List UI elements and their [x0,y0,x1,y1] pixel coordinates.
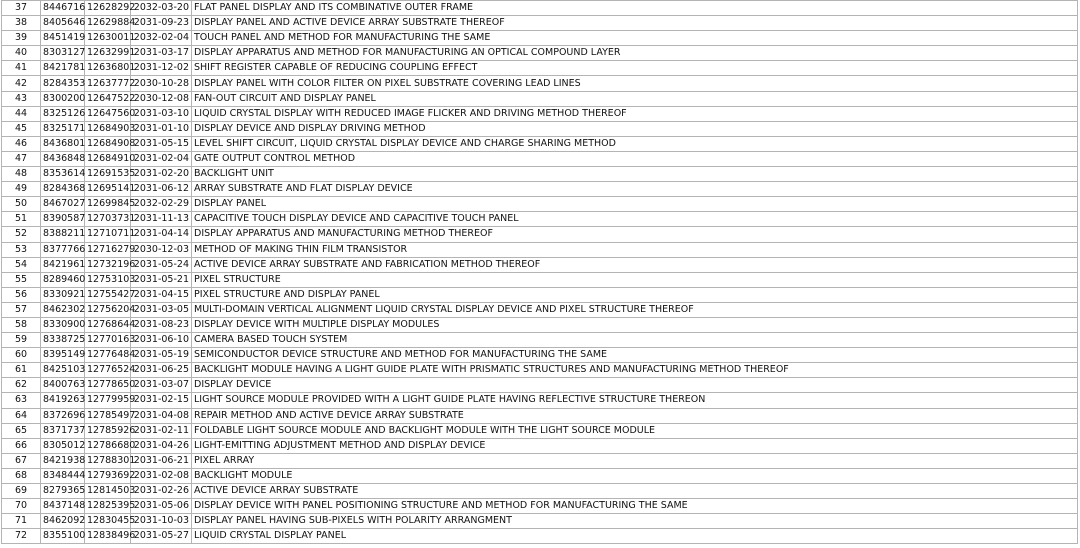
patent-number-cell: 8289460 [41,272,85,287]
table-row [2,257,1078,272]
row-number-cell: 41 [2,61,41,76]
table-row [2,499,1078,514]
patent-number-cell: 8377766 [41,242,85,257]
patent-number-cell: 8419263 [41,393,85,408]
expiry-date-cell: 2032-02-29 [131,197,192,212]
application-number-cell: 12732196 [85,257,131,272]
table-row [2,121,1078,136]
table-row [2,529,1078,544]
patent-title-cell: REPAIR METHOD AND ACTIVE DEVICE ARRAY SUBSTRATE [192,408,1078,423]
patent-title-cell: DISPLAY APPARATUS AND MANUFACTURING METHOD THEREOF [192,227,1078,242]
table-row [2,484,1078,499]
application-number-cell: 12647522 [85,91,131,106]
patent-title-cell: BACKLIGHT MODULE HAVING A LIGHT GUIDE PLATE WITH PRISMATIC STRUCTURES AND MANUFACTURING METHOD THEREOF [192,363,1078,378]
table-row [2,363,1078,378]
row-number-cell: 38 [2,16,41,31]
row-number-cell: 39 [2,31,41,46]
expiry-date-cell: 2030-12-08 [131,91,192,106]
table-row [2,106,1078,121]
row-number-cell: 47 [2,151,41,166]
application-number-cell: 12768644 [85,317,131,332]
patent-number-cell: 8421938 [41,453,85,468]
patent-title-cell: MULTI-DOMAIN VERTICAL ALIGNMENT LIQUID CRYSTAL DISPLAY DEVICE AND PIXEL STRUCTURE THEREOF [192,302,1078,317]
patent-number-cell: 8330900 [41,317,85,332]
row-number-cell: 53 [2,242,41,257]
expiry-date-cell: 2031-09-23 [131,16,192,31]
row-number-cell: 55 [2,272,41,287]
row-number-cell: 49 [2,182,41,197]
patent-number-cell: 8372696 [41,408,85,423]
expiry-date-cell: 2031-03-07 [131,378,192,393]
patent-number-cell: 8300200 [41,91,85,106]
row-number-cell: 60 [2,348,41,363]
expiry-date-cell: 2031-05-19 [131,348,192,363]
table-row [2,61,1078,76]
patent-number-cell: 8284368 [41,182,85,197]
patent-title-cell: DISPLAY APPARATUS AND METHOD FOR MANUFACTURING AN OPTICAL COMPOUND LAYER [192,46,1078,61]
patent-number-cell: 8395149 [41,348,85,363]
patent-title-cell: FLAT PANEL DISPLAY AND ITS COMBINATIVE OUTER FRAME [192,1,1078,16]
table-row [2,212,1078,227]
patent-sheet [1,0,1078,544]
application-number-cell: 12793692 [85,468,131,483]
application-number-cell: 12785497 [85,408,131,423]
patent-number-cell: 8437148 [41,499,85,514]
application-number-cell: 12630011 [85,31,131,46]
table-row [2,242,1078,257]
patent-title-cell: PIXEL STRUCTURE AND DISPLAY PANEL [192,287,1078,302]
table-row [2,423,1078,438]
patent-title-cell: TOUCH PANEL AND METHOD FOR MANUFACTURING THE SAME [192,31,1078,46]
expiry-date-cell: 2031-03-10 [131,106,192,121]
expiry-date-cell: 2031-11-13 [131,212,192,227]
table-row [2,167,1078,182]
table-row [2,136,1078,151]
expiry-date-cell: 2031-06-10 [131,333,192,348]
table-row [2,393,1078,408]
row-number-cell: 40 [2,46,41,61]
expiry-date-cell: 2031-04-08 [131,408,192,423]
patent-number-cell: 8325126 [41,106,85,121]
patent-title-cell: LIGHT SOURCE MODULE PROVIDED WITH A LIGHT GUIDE PLATE HAVING REFLECTIVE STRUCTURE THEREON [192,393,1078,408]
patent-number-cell: 8421961 [41,257,85,272]
expiry-date-cell: 2031-05-24 [131,257,192,272]
row-number-cell: 57 [2,302,41,317]
patent-number-cell: 8388211 [41,227,85,242]
application-number-cell: 12716279 [85,242,131,257]
expiry-date-cell: 2031-10-03 [131,514,192,529]
expiry-date-cell: 2031-06-25 [131,363,192,378]
row-number-cell: 71 [2,514,41,529]
patent-title-cell: CAMERA BASED TOUCH SYSTEM [192,333,1078,348]
patent-title-cell: GATE OUTPUT CONTROL METHOD [192,151,1078,166]
patent-number-cell: 8451419 [41,31,85,46]
patent-number-cell: 8371737 [41,423,85,438]
application-number-cell: 12691535 [85,167,131,182]
expiry-date-cell: 2031-02-15 [131,393,192,408]
application-number-cell: 12684903 [85,121,131,136]
expiry-date-cell: 2030-12-03 [131,242,192,257]
application-number-cell: 12632991 [85,46,131,61]
application-number-cell: 12785926 [85,423,131,438]
patent-number-cell: 8436801 [41,136,85,151]
patent-title-cell: METHOD OF MAKING THIN FILM TRANSISTOR [192,242,1078,257]
table-row [2,182,1078,197]
patent-number-cell: 8303127 [41,46,85,61]
row-number-cell: 43 [2,91,41,106]
table-row [2,287,1078,302]
patent-title-cell: PIXEL STRUCTURE [192,272,1078,287]
patent-title-cell: DISPLAY DEVICE WITH MULTIPLE DISPLAY MODULES [192,317,1078,332]
row-number-cell: 52 [2,227,41,242]
table-row [2,1,1078,16]
patent-number-cell: 8421781 [41,61,85,76]
patent-title-cell: DISPLAY PANEL HAVING SUB-PIXELS WITH POLARITY ARRANGMENT [192,514,1078,529]
patent-title-cell: PIXEL ARRAY [192,453,1078,468]
expiry-date-cell: 2030-10-28 [131,76,192,91]
patent-number-cell: 8467027 [41,197,85,212]
patent-title-cell: ARRAY SUBSTRATE AND FLAT DISPLAY DEVICE [192,182,1078,197]
expiry-date-cell: 2031-02-08 [131,468,192,483]
table-row [2,272,1078,287]
patent-title-cell: FOLDABLE LIGHT SOURCE MODULE AND BACKLIGHT MODULE WITH THE LIGHT SOURCE MODULE [192,423,1078,438]
table-row [2,76,1078,91]
application-number-cell: 12629884 [85,16,131,31]
table-row [2,302,1078,317]
row-number-cell: 67 [2,453,41,468]
table-row [2,46,1078,61]
expiry-date-cell: 2031-01-10 [131,121,192,136]
expiry-date-cell: 2031-12-02 [131,61,192,76]
table-row [2,151,1078,166]
application-number-cell: 12776484 [85,348,131,363]
table-row [2,408,1078,423]
patent-title-cell: BACKLIGHT UNIT [192,167,1078,182]
application-number-cell: 12814503 [85,484,131,499]
patent-title-cell: CAPACITIVE TOUCH DISPLAY DEVICE AND CAPACITIVE TOUCH PANEL [192,212,1078,227]
table-row [2,438,1078,453]
patent-title-cell: DISPLAY DEVICE [192,378,1078,393]
patent-title-cell: DISPLAY DEVICE WITH PANEL POSITIONING STRUCTURE AND METHOD FOR MANUFACTURING THE SAME [192,499,1078,514]
expiry-date-cell: 2032-03-20 [131,1,192,16]
row-number-cell: 72 [2,529,41,544]
row-number-cell: 54 [2,257,41,272]
expiry-date-cell: 2031-02-11 [131,423,192,438]
application-number-cell: 12778650 [85,378,131,393]
patent-title-cell: BACKLIGHT MODULE [192,468,1078,483]
expiry-date-cell: 2032-02-04 [131,31,192,46]
patent-number-cell: 8446716 [41,1,85,16]
row-number-cell: 63 [2,393,41,408]
patent-number-cell: 8325171 [41,121,85,136]
expiry-date-cell: 2031-03-05 [131,302,192,317]
patent-title-cell: DISPLAY PANEL [192,197,1078,212]
patent-title-cell: FAN-OUT CIRCUIT AND DISPLAY PANEL [192,91,1078,106]
expiry-date-cell: 2031-05-27 [131,529,192,544]
row-number-cell: 69 [2,484,41,499]
row-number-cell: 46 [2,136,41,151]
table-row [2,468,1078,483]
row-number-cell: 59 [2,333,41,348]
expiry-date-cell: 2031-08-23 [131,317,192,332]
application-number-cell: 12637772 [85,76,131,91]
table-row [2,197,1078,212]
patent-title-cell: DISPLAY PANEL WITH COLOR FILTER ON PIXEL SUBSTRATE COVERING LEAD LINES [192,76,1078,91]
table-row [2,91,1078,106]
application-number-cell: 12779959 [85,393,131,408]
patent-number-cell: 8338725 [41,333,85,348]
application-number-cell: 12703731 [85,212,131,227]
table-row [2,514,1078,529]
row-number-cell: 51 [2,212,41,227]
patent-number-cell: 8400763 [41,378,85,393]
application-number-cell: 12756204 [85,302,131,317]
patent-title-cell: LEVEL SHIFT CIRCUIT, LIQUID CRYSTAL DISPLAY DEVICE AND CHARGE SHARING METHOD [192,136,1078,151]
application-number-cell: 12753103 [85,272,131,287]
row-number-cell: 64 [2,408,41,423]
patent-number-cell: 8353614 [41,167,85,182]
patent-number-cell: 8462092 [41,514,85,529]
patent-title-cell: LIGHT-EMITTING ADJUSTMENT METHOD AND DISPLAY DEVICE [192,438,1078,453]
row-number-cell: 61 [2,363,41,378]
patent-number-cell: 8305012 [41,438,85,453]
patent-number-cell: 8462302 [41,302,85,317]
expiry-date-cell: 2031-06-12 [131,182,192,197]
patent-title-cell: DISPLAY PANEL AND ACTIVE DEVICE ARRAY SUBSTRATE THEREOF [192,16,1078,31]
patent-number-cell: 8348444 [41,468,85,483]
expiry-date-cell: 2031-02-20 [131,167,192,182]
table-row [2,227,1078,242]
application-number-cell: 12628292 [85,1,131,16]
patent-number-cell: 8355100 [41,529,85,544]
row-number-cell: 44 [2,106,41,121]
patent-title-cell: ACTIVE DEVICE ARRAY SUBSTRATE [192,484,1078,499]
table-row [2,378,1078,393]
patent-number-cell: 8436848 [41,151,85,166]
table-row [2,453,1078,468]
application-number-cell: 12830455 [85,514,131,529]
expiry-date-cell: 2031-04-26 [131,438,192,453]
patent-number-cell: 8390587 [41,212,85,227]
table-row [2,333,1078,348]
table-row [2,348,1078,363]
table-row [2,16,1078,31]
patent-title-cell: ACTIVE DEVICE ARRAY SUBSTRATE AND FABRICATION METHOD THEREOF [192,257,1078,272]
patent-number-cell: 8279365 [41,484,85,499]
patent-table-body [2,1,1078,544]
expiry-date-cell: 2031-04-15 [131,287,192,302]
application-number-cell: 12838496 [85,529,131,544]
expiry-date-cell: 2031-02-26 [131,484,192,499]
application-number-cell: 12770163 [85,333,131,348]
application-number-cell: 12636801 [85,61,131,76]
row-number-cell: 70 [2,499,41,514]
patent-table [1,0,1078,544]
patent-title-cell: LIQUID CRYSTAL DISPLAY WITH REDUCED IMAGE FLICKER AND DRIVING METHOD THEREOF [192,106,1078,121]
application-number-cell: 12695141 [85,182,131,197]
row-number-cell: 56 [2,287,41,302]
application-number-cell: 12825395 [85,499,131,514]
application-number-cell: 12699845 [85,197,131,212]
row-number-cell: 37 [2,1,41,16]
expiry-date-cell: 2031-05-21 [131,272,192,287]
application-number-cell: 12786680 [85,438,131,453]
application-number-cell: 12684908 [85,136,131,151]
expiry-date-cell: 2031-04-14 [131,227,192,242]
patent-title-cell: SEMICONDUCTOR DEVICE STRUCTURE AND METHOD FOR MANUFACTURING THE SAME [192,348,1078,363]
application-number-cell: 12647560 [85,106,131,121]
application-number-cell: 12776524 [85,363,131,378]
patent-title-cell: DISPLAY DEVICE AND DISPLAY DRIVING METHOD [192,121,1078,136]
row-number-cell: 66 [2,438,41,453]
expiry-date-cell: 2031-05-15 [131,136,192,151]
row-number-cell: 58 [2,317,41,332]
row-number-cell: 65 [2,423,41,438]
application-number-cell: 12755427 [85,287,131,302]
row-number-cell: 48 [2,167,41,182]
expiry-date-cell: 2031-05-06 [131,499,192,514]
patent-number-cell: 8330921 [41,287,85,302]
row-number-cell: 45 [2,121,41,136]
table-row [2,31,1078,46]
application-number-cell: 12684910 [85,151,131,166]
row-number-cell: 68 [2,468,41,483]
patent-title-cell: SHIFT REGISTER CAPABLE OF REDUCING COUPLING EFFECT [192,61,1078,76]
patent-title-cell: LIQUID CRYSTAL DISPLAY PANEL [192,529,1078,544]
expiry-date-cell: 2031-02-04 [131,151,192,166]
patent-number-cell: 8405646 [41,16,85,31]
application-number-cell: 12788301 [85,453,131,468]
table-row [2,317,1078,332]
row-number-cell: 50 [2,197,41,212]
patent-number-cell: 8425103 [41,363,85,378]
expiry-date-cell: 2031-03-17 [131,46,192,61]
application-number-cell: 12710711 [85,227,131,242]
patent-number-cell: 8284353 [41,76,85,91]
row-number-cell: 62 [2,378,41,393]
row-number-cell: 42 [2,76,41,91]
expiry-date-cell: 2031-06-21 [131,453,192,468]
